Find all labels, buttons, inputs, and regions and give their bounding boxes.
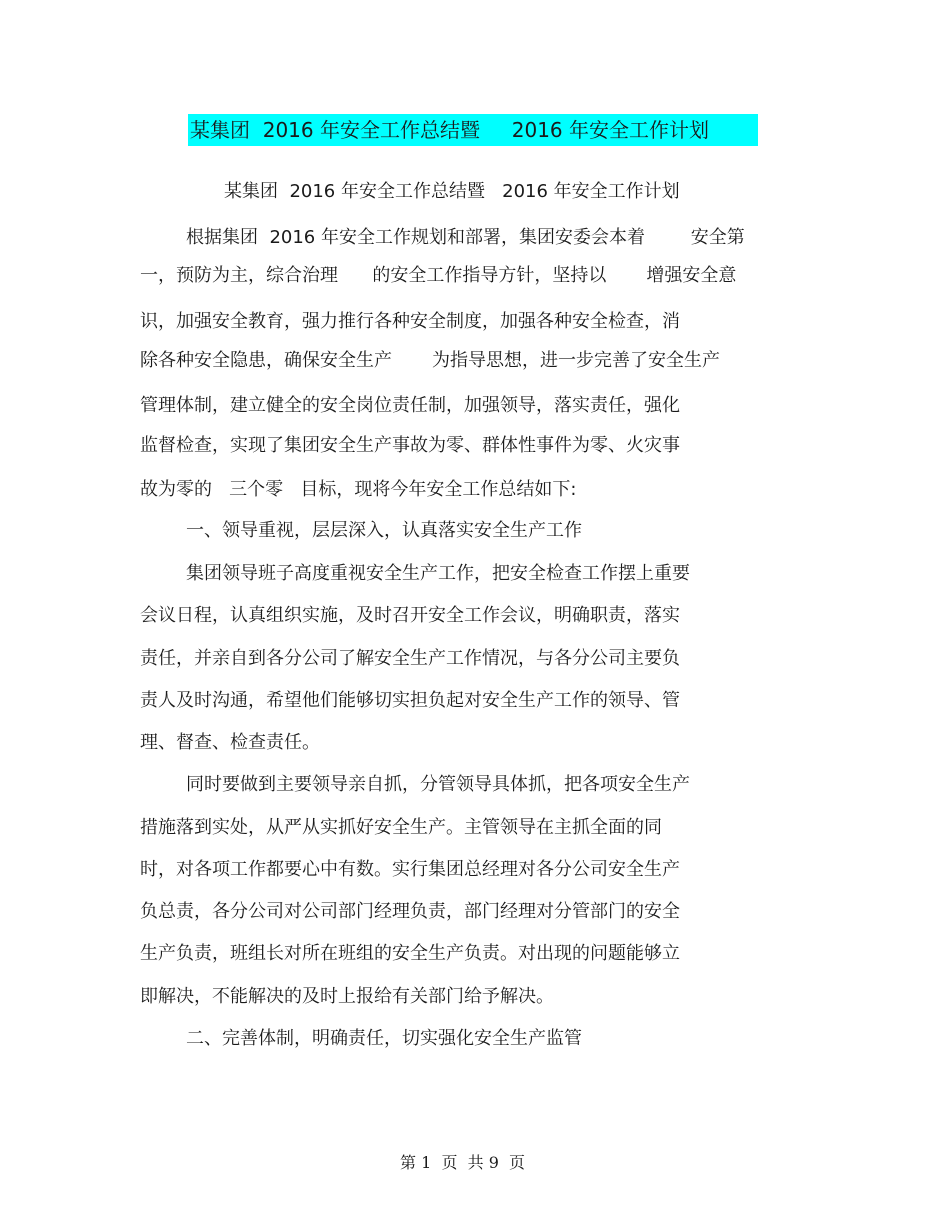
paragraph-line: 监督检查，实现了集团安全生产事故为零、群体性事件为零、火灾事 xyxy=(140,435,680,456)
paragraph-line: 责任，并亲自到各分公司了解安全生产工作情况，与各分公司主要负 xyxy=(140,648,680,669)
paragraph-line: 会议日程，认真组织实施，及时召开安全工作会议，明确职责，落实 xyxy=(140,605,680,626)
paragraph-line: 生产负责，班组长对所在班组的安全生产负责。对出现的问题能够立 xyxy=(140,943,680,964)
paragraph-line: 措施落到实处，从严从实抓好安全生产。主管领导在主抓全面的同 xyxy=(140,817,662,838)
document-title: 某集团 2016 年安全工作总结暨 2016 年安全工作计划 xyxy=(190,118,710,142)
paragraph-line: 理、督查、检查责任。 xyxy=(140,732,320,753)
paragraph-line: 负总责，各分公司对公司部门经理负责，部门经理对分管部门的安全 xyxy=(140,901,680,922)
paragraph-line: 识，加强安全教育，强力推行各种安全制度，加强各种安全检查，消 xyxy=(140,311,680,332)
paragraph-line: 即解决，不能解决的及时上报给有关部门给予解决。 xyxy=(140,986,554,1007)
paragraph-line: 管理体制，建立健全的安全岗位责任制，加强领导，落实责任，强化 xyxy=(140,395,680,416)
paragraph-line: 责人及时沟通，希望他们能够切实担负起对安全生产工作的领导、管 xyxy=(140,690,680,711)
subtitle-line: 某集团 2016 年安全工作总结暨 2016 年安全工作计划 xyxy=(224,181,680,202)
paragraph-line: 根据集团 2016 年安全工作规划和部署，集团安委会本着 安全第 xyxy=(186,227,745,248)
paragraph-line: 集团领导班子高度重视安全生产工作，把安全检查工作摆上重要 xyxy=(186,563,690,584)
paragraph-line: 故为零的 三个零 目标，现将今年安全工作总结如下: xyxy=(140,479,577,500)
paragraph-line: 时，对各项工作都要心中有数。实行集团总经理对各分公司安全生产 xyxy=(140,859,680,880)
paragraph-line: 一，预防为主，综合治理 的安全工作指导方针，坚持以 增强安全意 xyxy=(140,265,737,286)
section-heading: 二、完善体制，明确责任，切实强化安全生产监管 xyxy=(186,1028,582,1049)
paragraph-line: 除各种安全隐患，确保安全生产 为指导思想，进一步完善了安全生产 xyxy=(140,350,721,371)
page-footer: 第 1 页 共 9 页 xyxy=(400,1153,526,1172)
section-heading: 一、领导重视，层层深入，认真落实安全生产工作 xyxy=(186,520,582,541)
paragraph-line: 同时要做到主要领导亲自抓，分管领导具体抓，把各项安全生产 xyxy=(186,774,690,795)
